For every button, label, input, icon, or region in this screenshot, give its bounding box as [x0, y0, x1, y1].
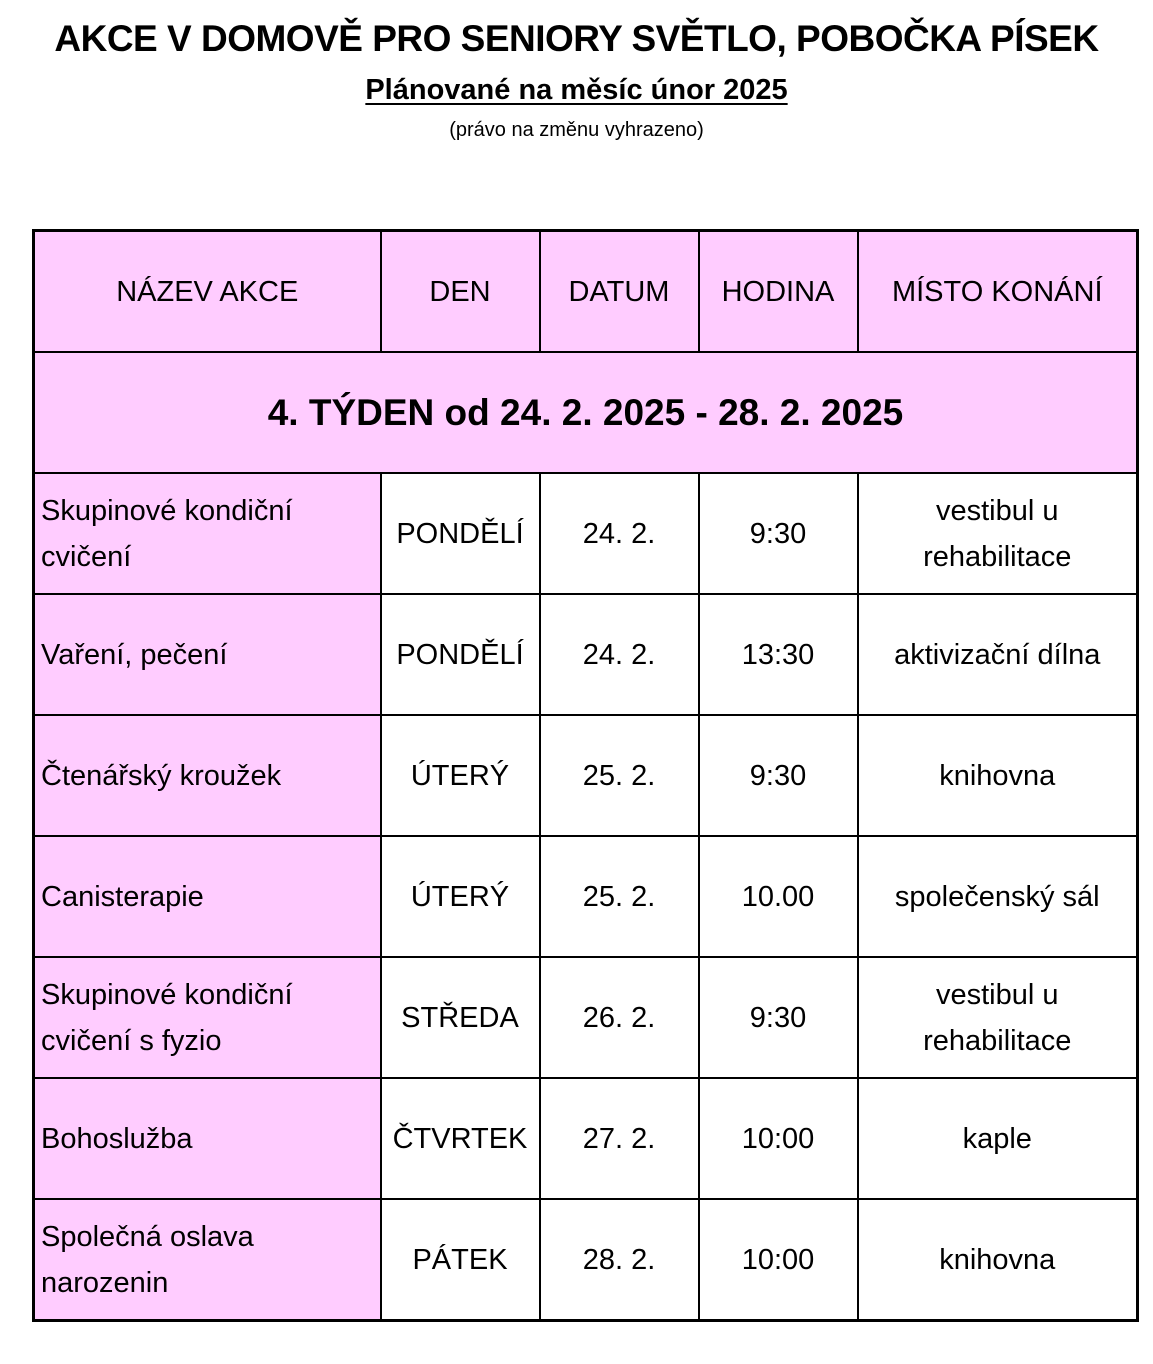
column-header-place: MÍSTO KONÁNÍ — [858, 231, 1138, 353]
event-date: 25. 2. — [540, 836, 699, 957]
event-place: aktivizační dílna — [858, 594, 1138, 715]
event-day: PONDĚLÍ — [381, 473, 540, 594]
event-name: Společná oslava narozenin — [34, 1199, 381, 1321]
event-place: vestibul u rehabilitace — [858, 473, 1138, 594]
event-name: Skupinové kondiční cvičení — [34, 473, 381, 594]
event-time: 9:30 — [699, 473, 858, 594]
page-subtitle — [0, 74, 1153, 107]
events-table — [32, 229, 1139, 1322]
table-row — [34, 1078, 1138, 1199]
event-date: 24. 2. — [540, 594, 699, 715]
column-header-day: DEN — [381, 231, 540, 353]
table-row — [34, 836, 1138, 957]
change-note: (právo na změnu vyhrazeno) — [449, 119, 704, 141]
event-date: 27. 2. — [540, 1078, 699, 1199]
event-place: knihovna — [858, 1199, 1138, 1321]
event-time: 10:00 — [699, 1199, 858, 1321]
table-header-row — [34, 231, 1138, 353]
event-place: vestibul u rehabilitace — [858, 957, 1138, 1078]
subtitle-text: Plánované na měsíc únor 2025 — [365, 74, 788, 106]
column-header-time: HODINA — [699, 231, 858, 353]
table-row — [34, 594, 1138, 715]
event-day: ÚTERÝ — [381, 836, 540, 957]
event-day: ČTVRTEK — [381, 1078, 540, 1199]
event-name: Čtenářský kroužek — [34, 715, 381, 836]
event-day: ÚTERÝ — [381, 715, 540, 836]
event-date: 26. 2. — [540, 957, 699, 1078]
week-row — [34, 352, 1138, 473]
column-header-name: NÁZEV AKCE — [34, 231, 381, 353]
event-place: kaple — [858, 1078, 1138, 1199]
event-time: 9:30 — [699, 715, 858, 836]
event-date: 28. 2. — [540, 1199, 699, 1321]
table-row — [34, 473, 1138, 594]
event-name: Bohoslužba — [34, 1078, 381, 1199]
event-time: 9:30 — [699, 957, 858, 1078]
event-time: 10.00 — [699, 836, 858, 957]
event-day: PONDĚLÍ — [381, 594, 540, 715]
event-time: 10:00 — [699, 1078, 858, 1199]
event-name: Vaření, pečení — [34, 594, 381, 715]
table-row — [34, 957, 1138, 1078]
table-row — [34, 1199, 1138, 1321]
page-title: AKCE V DOMOVĚ PRO SENIORY SVĚTLO, POBOČKA PÍSEK — [54, 18, 1099, 59]
event-name: Canisterapie — [34, 836, 381, 957]
week-label: 4. TÝDEN od 24. 2. 2025 - 28. 2. 2025 — [34, 352, 1138, 473]
event-place: knihovna — [858, 715, 1138, 836]
table-row — [34, 715, 1138, 836]
column-header-date: DATUM — [540, 231, 699, 353]
event-time: 13:30 — [699, 594, 858, 715]
event-date: 25. 2. — [540, 715, 699, 836]
event-place: společenský sál — [858, 836, 1138, 957]
event-day: STŘEDA — [381, 957, 540, 1078]
event-name: Skupinové kondiční cvičení s fyzio — [34, 957, 381, 1078]
event-day: PÁTEK — [381, 1199, 540, 1321]
event-date: 24. 2. — [540, 473, 699, 594]
